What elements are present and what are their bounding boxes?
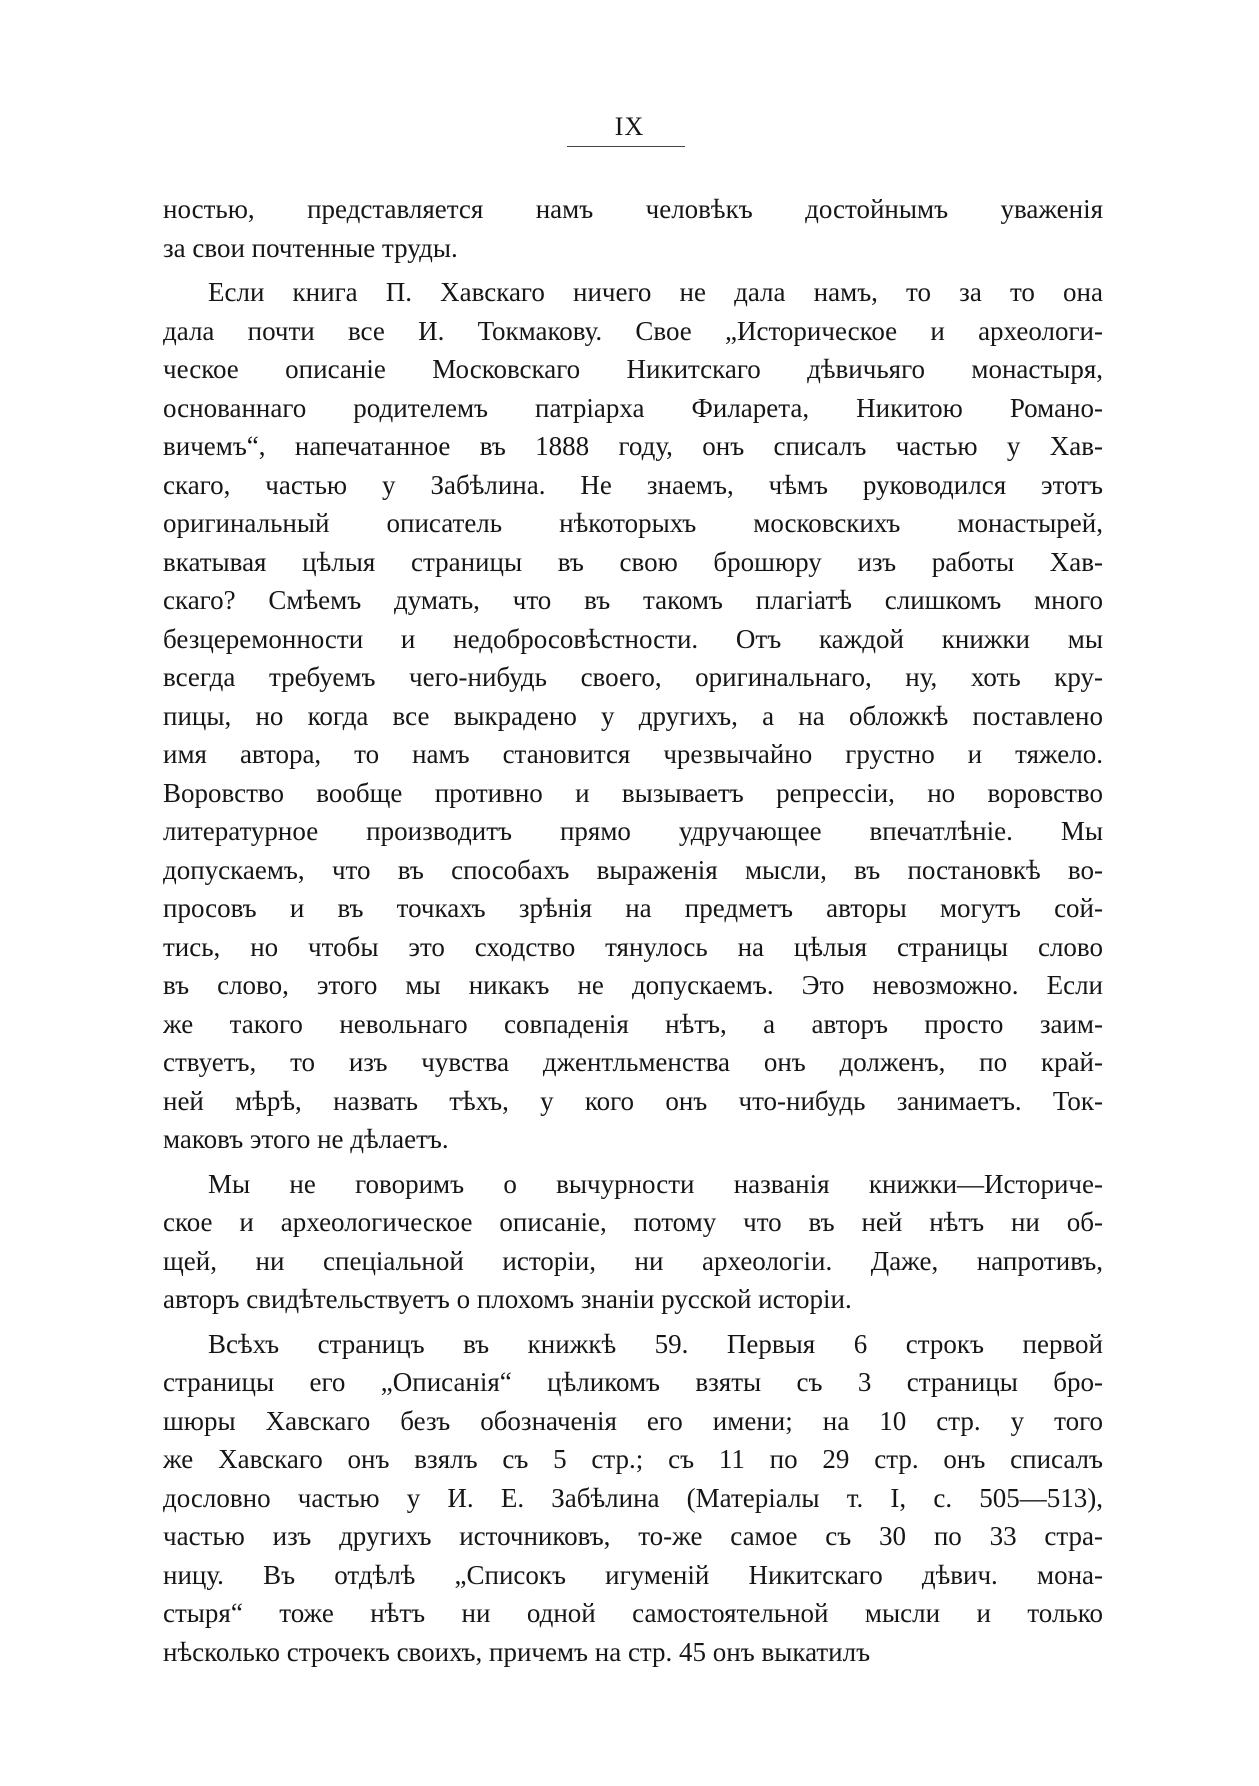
- text-line: ницу. Въ отдѣлѣ „Списокъ игуменій Никитскаго дѣвич. мона-: [163, 1559, 1103, 1590]
- text-line: пицы, но когда все выкрадено у другихъ, а на обложкѣ поставлено: [163, 700, 1103, 731]
- text-line: же Хавскаго онъ взялъ съ 5 стр.; съ 11 по 29 стр. онъ списалъ: [163, 1444, 1103, 1474]
- text-line: скаго, частью у Забѣлина. Не знаемъ, чѣмъ руководился этотъ: [163, 469, 1103, 500]
- text-line: основаннаго родителемъ патріарха Филарета, Никитою Романо-: [163, 392, 1103, 423]
- text-line: же такого невольнаго совпаденія нѣтъ, а авторъ просто заим-: [163, 1008, 1103, 1039]
- body-text: [163, 190, 1103, 1671]
- paragraph: [163, 1325, 1103, 1672]
- folio-rule: [567, 146, 685, 147]
- text-line: ней мѣрѣ, назвать тѣхъ, у кого онъ что-нибудь занимаетъ. Ток-: [163, 1085, 1103, 1116]
- text-line: въ слово, этого мы никакъ не допускаемъ. Это невозможно. Если: [163, 970, 1103, 1000]
- text-line: допускаемъ, что въ способахъ выраженія мысли, въ постановкѣ во-: [163, 854, 1103, 885]
- text-line: литературное производитъ прямо удручающее впечатлѣніе. Мы: [163, 816, 1103, 846]
- text-line: вкатывая цѣлыя страницы въ свою брошюру изъ работы Хав-: [163, 546, 1103, 577]
- text-line: ностью, представляется намъ человѣкъ достойнымъ уваженія: [163, 194, 1103, 224]
- text-line: тись, но чтобы это сходство тянулось на цѣлыя страницы слово: [163, 931, 1103, 962]
- paragraph: [163, 1165, 1103, 1319]
- text-line: имя автора, то намъ становится чрезвычайно грустно и тяжело.: [163, 739, 1103, 769]
- text-line: авторъ свидѣтельствуетъ о плохомъ знаніи русской исторіи.: [163, 1284, 852, 1314]
- text-line: ческое описаніе Московскаго Никитскаго дѣвичьяго монастыря,: [163, 354, 1103, 384]
- text-line: стыря“ тоже нѣтъ ни одной самостоятельной мысли и только: [163, 1598, 1103, 1628]
- paragraph: [163, 273, 1103, 1159]
- page-number: IX: [614, 112, 645, 141]
- text-line: нѣсколько строчекъ своихъ, причемъ на стр. 45 онъ выкатилъ: [163, 1636, 871, 1667]
- text-line: всегда требуемъ чего-нибудь своего, оригинальнаго, ну, хоть кру-: [163, 662, 1103, 692]
- text-line: щей, ни спеціальной исторіи, ни археологіи. Даже, напротивъ,: [163, 1245, 1103, 1276]
- text-line: страницы его „Описанія“ цѣликомъ взяты съ 3 страницы бро-: [163, 1367, 1103, 1397]
- text-line: Если книга П. Хавскаго ничего не дала намъ, то за то она: [208, 277, 1103, 307]
- text-line: маковъ этого не дѣлаетъ.: [163, 1124, 449, 1154]
- text-line: дословно частью у И. Е. Забѣлина (Матеріалы т. I, с. 505—513),: [163, 1482, 1103, 1513]
- text-line: оригинальный описатель нѣкоторыхъ московскихъ монастырей,: [163, 508, 1103, 538]
- text-line: безцеремонности и недобросовѣстности. Отъ каждой книжки мы: [163, 623, 1103, 654]
- text-line: Мы не говоримъ о вычурности названія книжки—Историче-: [208, 1168, 1103, 1199]
- text-line: за свои почтенные труды.: [163, 232, 458, 263]
- text-line: дала почти все И. Токмакову. Свое „Историческое и археологи-: [163, 315, 1103, 346]
- text-line: ское и археологическое описаніе, потому что въ ней нѣтъ ни об-: [163, 1207, 1103, 1237]
- text-line: вичемъ“, напечатанное въ 1888 году, онъ списалъ частью у Хав-: [163, 431, 1103, 461]
- text-line: Всѣхъ страницъ въ книжкѣ 59. Первыя 6 строкъ первой: [208, 1328, 1103, 1359]
- text-line: шюры Хавскаго безъ обозначенія его имени; на 10 стр. у того: [163, 1405, 1103, 1436]
- text-line: просовъ и въ точкахъ зрѣнія на предметъ авторы могутъ сой-: [163, 893, 1103, 923]
- text-line: Воровство вообще противно и вызываетъ репрессіи, но воровство: [163, 777, 1103, 808]
- text-line: ствуетъ, то изъ чувства джентльменства онъ долженъ, по край-: [163, 1047, 1103, 1077]
- text-line: частью изъ другихъ источниковъ, то-же самое съ 30 по 33 стра-: [163, 1521, 1103, 1551]
- text-line: скаго? Смѣемъ думать, что въ такомъ плагіатѣ слишкомъ много: [163, 585, 1103, 615]
- paragraph: [163, 190, 1103, 267]
